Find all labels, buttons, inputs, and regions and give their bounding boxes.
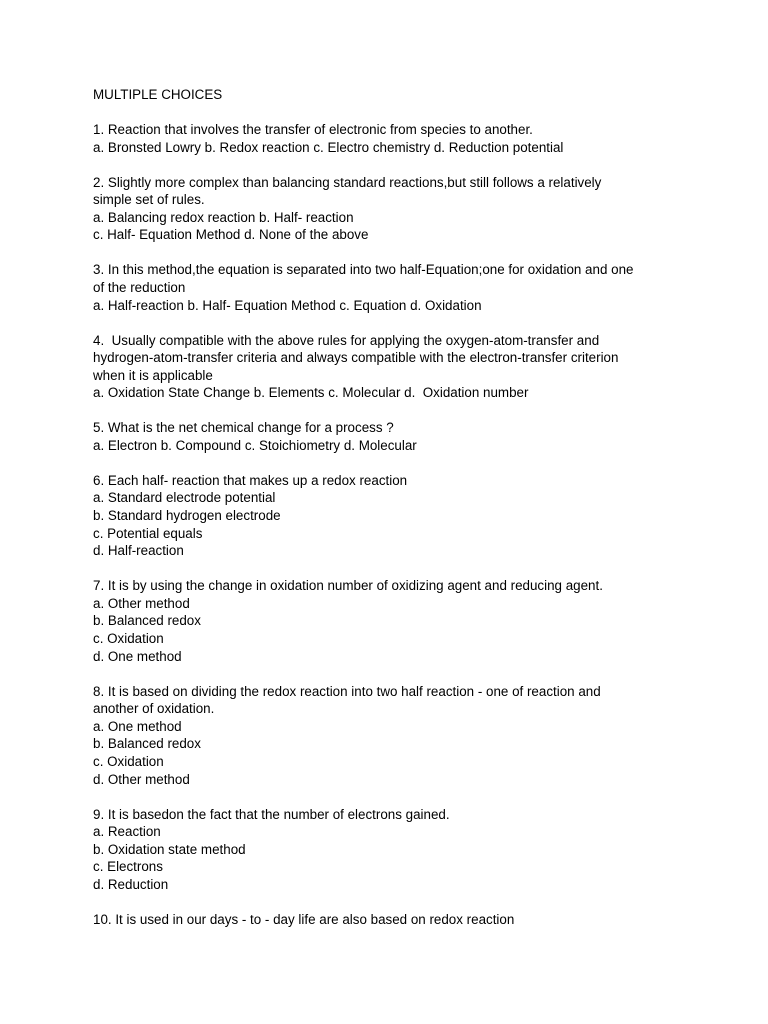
question-text: 10. It is used in our days - to - day life are also based on redox reaction (93, 911, 515, 927)
answer-option-a: a. Other method (93, 595, 190, 611)
answer-option-d: d. Half-reaction (93, 543, 184, 559)
answer-option-a: a. Reaction (93, 824, 161, 840)
question-6 (93, 472, 693, 560)
answer-options: a. Electron b. Compound c. Stoichiometry d. Molecular (93, 437, 417, 453)
question-9 (93, 806, 693, 894)
question-3 (93, 261, 693, 314)
question-2 (93, 174, 693, 244)
answer-option-b: b. Standard hydrogen electrode (93, 508, 281, 524)
answer-options: a. Balancing redox reaction b. Half- reaction (93, 209, 354, 225)
answer-option-a: a. One method (93, 718, 182, 734)
question-4 (93, 332, 693, 402)
answer-options: a. Oxidation State Change b. Elements c. Molecular d. Oxidation number (93, 385, 529, 401)
question-text: 7. It is by using the change in oxidation number of oxidizing agent and reducing agent. (93, 578, 603, 594)
answer-option-c: c. Oxidation (93, 753, 164, 769)
question-text: 1. Reaction that involves the transfer of electronic from species to another. (93, 121, 533, 137)
question-text: 9. It is basedon the fact that the number of electrons gained. (93, 806, 450, 822)
question-1 (93, 121, 693, 156)
question-10 (93, 911, 693, 929)
answer-options: a. Bronsted Lowry b. Redox reaction c. Electro chemistry d. Reduction potential (93, 139, 564, 155)
question-7 (93, 577, 693, 665)
answer-option-c: c. Oxidation (93, 630, 164, 646)
question-5 (93, 419, 693, 454)
answer-options: a. Half-reaction b. Half- Equation Method c. Equation d. Oxidation (93, 297, 482, 313)
answer-option-d: d. One method (93, 648, 182, 664)
answer-option-d: d. Reduction (93, 876, 169, 892)
answer-option-a: a. Standard electrode potential (93, 490, 276, 506)
answer-option-b: b. Balanced redox (93, 613, 201, 629)
question-text: 8. It is based on dividing the redox reaction into two half reaction - one of reaction and another of oxidation. (93, 683, 601, 717)
question-8 (93, 683, 693, 789)
document-page (93, 86, 693, 946)
answer-option-c: c. Potential equals (93, 525, 203, 541)
answer-option-c: c. Electrons (93, 859, 163, 875)
answer-option-d: d. Other method (93, 771, 190, 787)
answer-option-b: b. Oxidation state method (93, 841, 246, 857)
answer-option-b: b. Balanced redox (93, 736, 201, 752)
question-text: 5. What is the net chemical change for a process ? (93, 420, 394, 436)
question-text: 2. Slightly more complex than balancing standard reactions,but still follows a relatively simple set of rules. (93, 174, 602, 208)
question-text: 6. Each half- reaction that makes up a redox reaction (93, 472, 408, 488)
question-text: 4. Usually compatible with the above rules for applying the oxygen-atom-transfer and hydrogen-atom-transfer criteria and always compatible with the electron-transfer criterion when it is applicable (93, 332, 619, 383)
document-heading: MULTIPLE CHOICES (93, 87, 223, 102)
answer-options: c. Half- Equation Method d. None of the above (93, 227, 369, 243)
question-text: 3. In this method,the equation is separated into two half-Equation;one for oxidation and one of the reduction (93, 262, 634, 295)
